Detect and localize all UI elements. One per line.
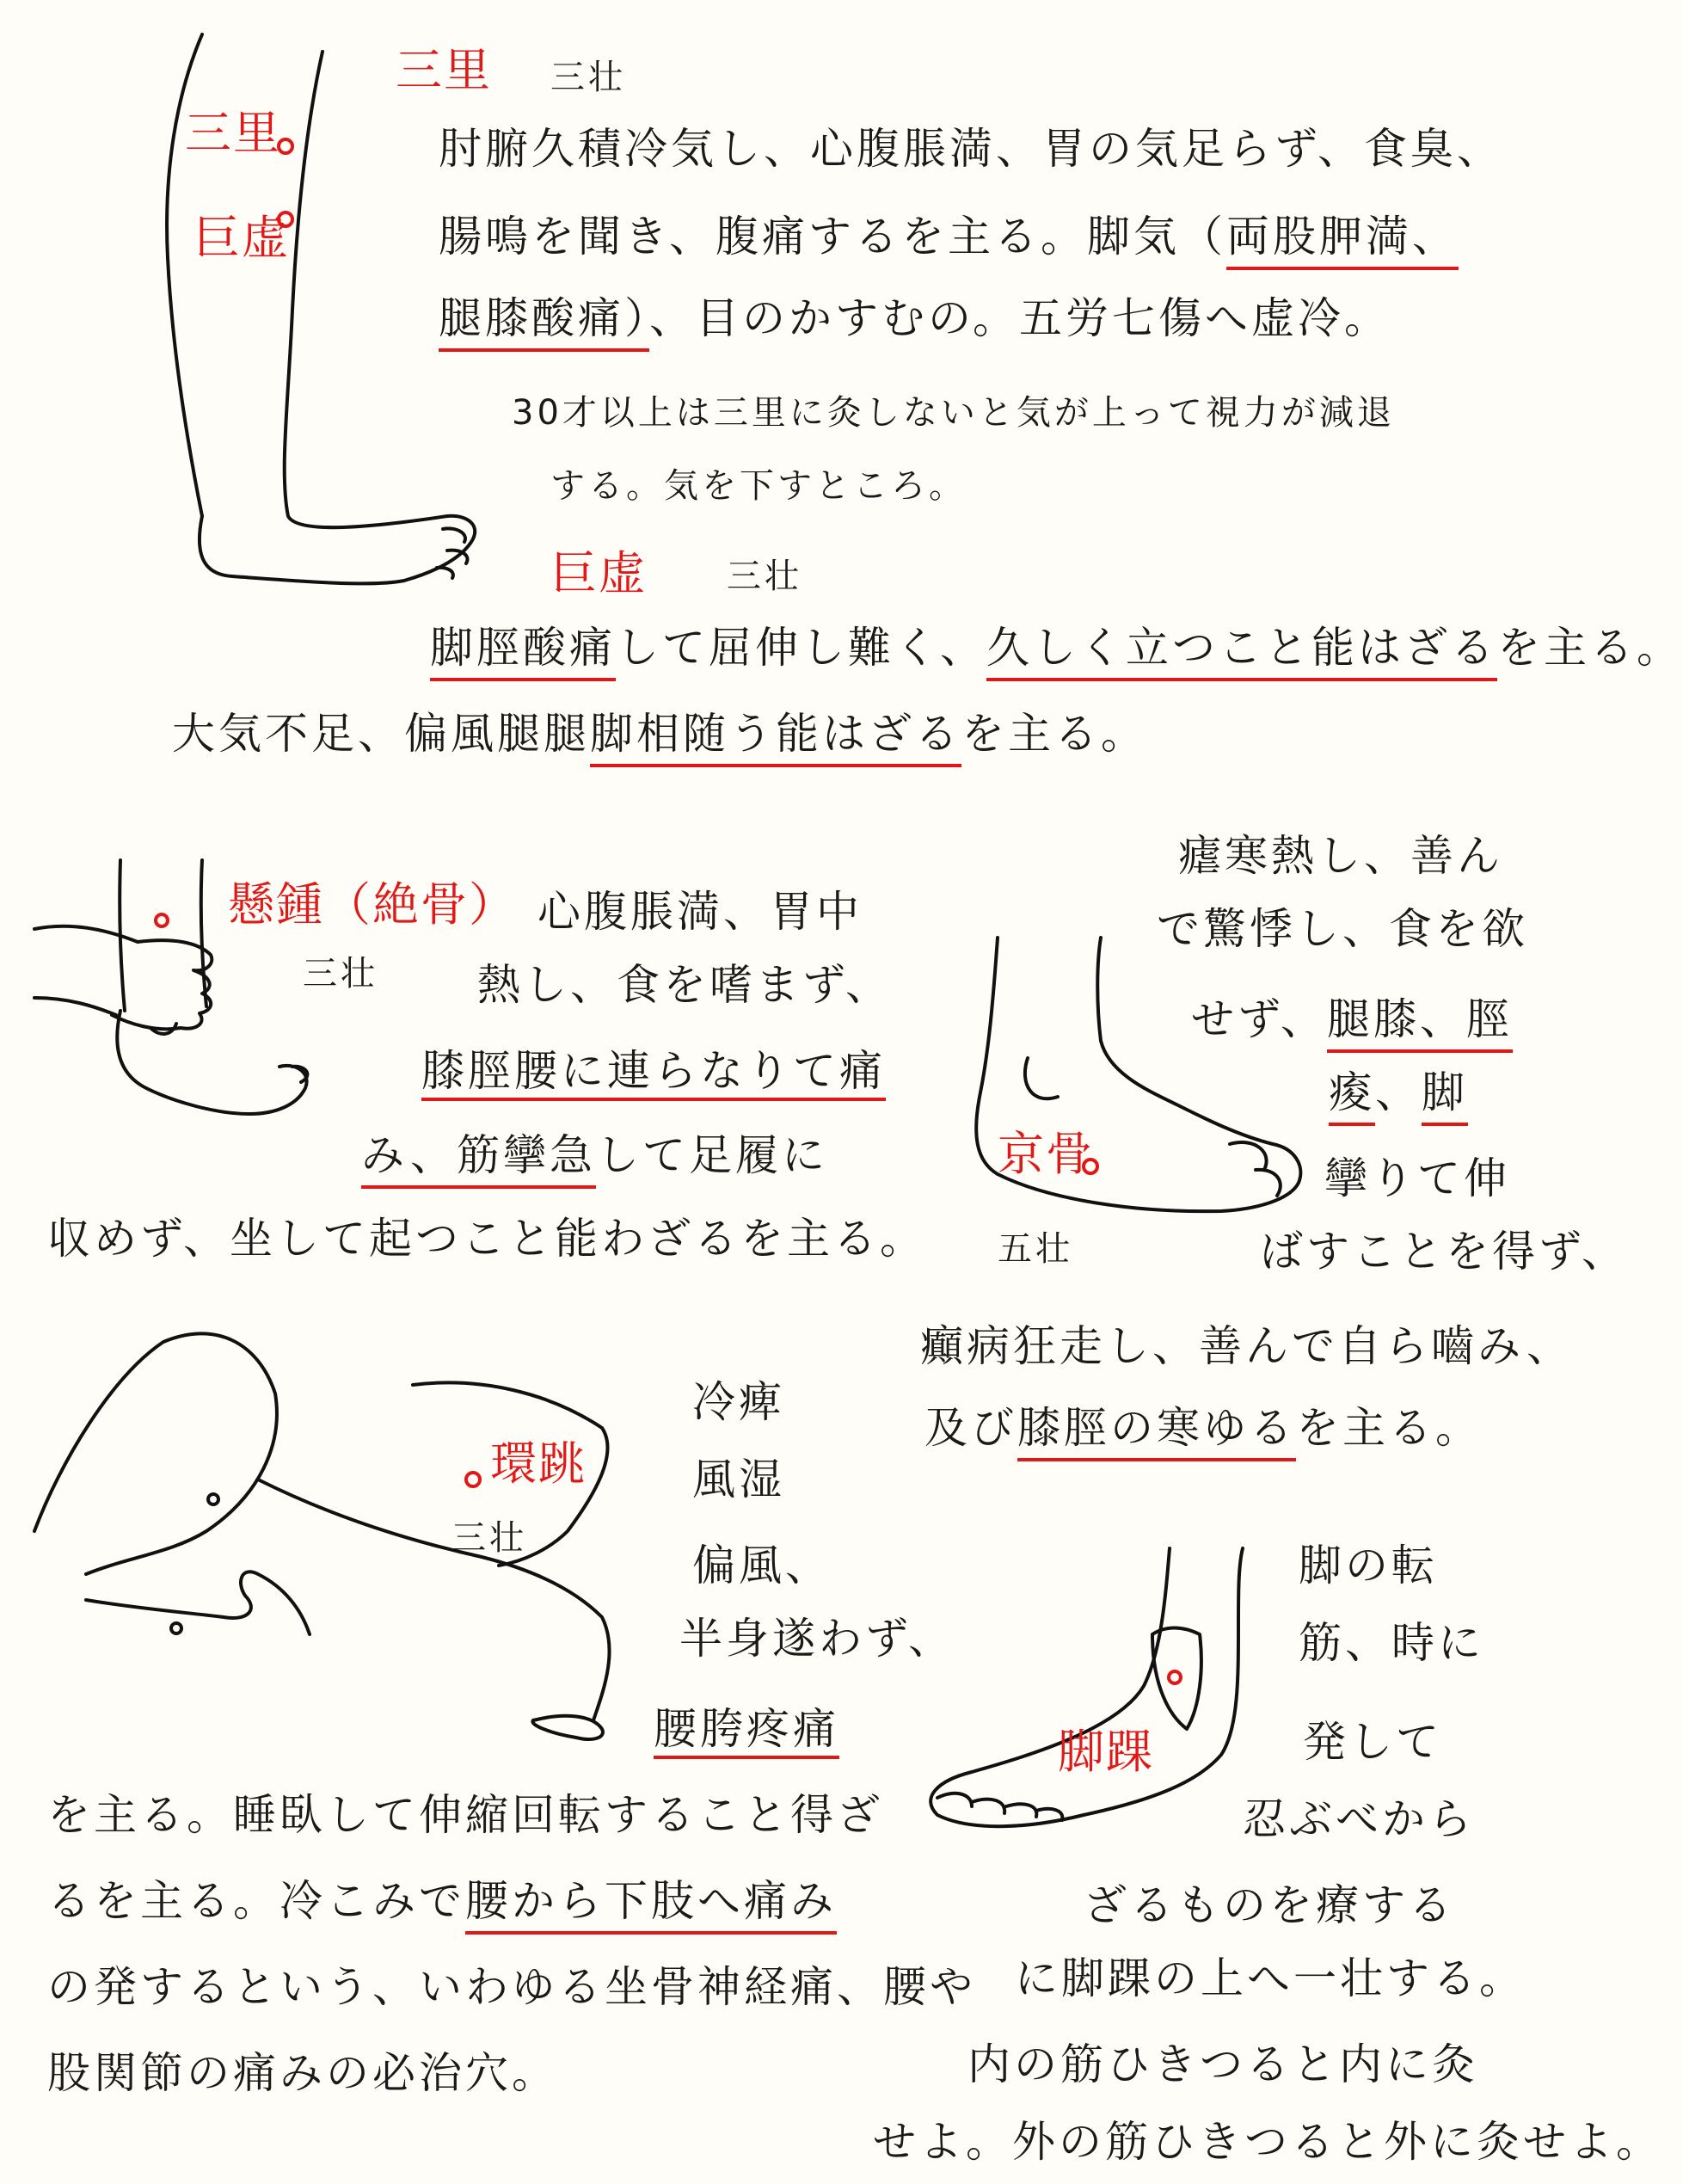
kyokyo-underline-2: 久しく立つこと能はざる: [986, 623, 1497, 681]
kyokyo-text-3: 大気不足、偏風腿腿: [172, 709, 590, 759]
kyokyo-text-4: を主る。: [961, 709, 1147, 759]
kyakka-line-3: 内の筋ひきつると内に灸: [967, 2039, 1478, 2089]
kensho-label: 懸鍾（絶骨）: [228, 877, 517, 932]
leg-label-sanri: 三里: [185, 106, 281, 160]
kyokyo-line-2: [172, 709, 1147, 759]
sanri-line-2: [439, 212, 1459, 261]
foot-top-illustration: [931, 1548, 1243, 1826]
keikotsu-line-6: ばすことを得ず、: [1260, 1227, 1628, 1277]
keikotsu-underline-1: 腿膝、: [1327, 994, 1466, 1053]
keikotsu-underline-4: 脚: [1422, 1067, 1468, 1126]
kyokyo-line-1: [430, 623, 1683, 673]
keikotsu-text-4: 、: [1375, 1067, 1422, 1117]
keikotsu-underline-2: 脛: [1466, 994, 1513, 1053]
leg-label-kyokyo: 巨虚: [193, 211, 290, 265]
kancho-side-4: 半身遂わず、: [679, 1614, 955, 1664]
sanri-underline-1: 両股胛満、: [1226, 212, 1459, 270]
kyakka-side-4: 忍ぶべから: [1243, 1794, 1475, 1844]
sanri-underline-2: 腿膝酸痛）: [439, 293, 649, 352]
sanri-line-2-text: 腸鳴を聞き、腹痛するを主る。脚気（: [439, 212, 1226, 261]
keikotsu-line-1: 瘧寒熱し、善ん: [1178, 831, 1503, 881]
kyokyo-text-2: を主る。: [1497, 623, 1683, 673]
kensho-underline-3: 筋攣急: [457, 1130, 596, 1189]
sanri-line-3: [439, 293, 1391, 343]
kensho-underline-2: み、: [361, 1130, 457, 1189]
kancho-underline-1: 腰胯疼痛: [654, 1707, 839, 1759]
keikotsu-line-8: [924, 1403, 1482, 1453]
sanri-note-2: する。気を下すところ。: [550, 466, 967, 506]
kancho-underline-2: 腰から下肢へ痛み: [465, 1876, 837, 1935]
kyokyo-underline-1: 脚脛酸痛: [430, 623, 616, 681]
keikotsu-line-7: 癲病狂走し、善んで自ら嚙み、: [920, 1321, 1573, 1371]
kancho-line-1: を主る。睡臥して伸縮回転すること得ざ: [47, 1790, 883, 1840]
kancho-side-3: 偏風、: [692, 1541, 832, 1590]
kyokyo-heading: 巨虚: [550, 546, 647, 600]
kyakka-line-4: せよ。外の筋ひきつると外に灸せよ。: [873, 2117, 1662, 2167]
keikotsu-line-2: で驚悸し、食を欲: [1157, 904, 1528, 954]
keikotsu-underline-3: 痠: [1329, 1067, 1375, 1126]
kyakka-side-1-text: 脚の転: [1299, 1541, 1438, 1590]
kancho-side-1: 冷痺: [692, 1377, 785, 1427]
keikotsu-text-8: 及び: [924, 1403, 1017, 1453]
kyakka-line-1: ざるものを療する: [1084, 1880, 1455, 1930]
kyokyo-text-1: して屈伸し難く、: [616, 623, 986, 673]
keikotsu-label: 京骨: [998, 1127, 1094, 1181]
kyakka-side-3: 発して: [1303, 1717, 1442, 1767]
keikotsu-line-3: [1191, 994, 1513, 1044]
kancho-line-3: の発するという、いわゆる坐骨神経痛、腰や: [47, 1962, 976, 2012]
keikotsu-text-3: せず、: [1191, 994, 1327, 1044]
keikotsu-line-5: 攣りて伸: [1324, 1154, 1510, 1203]
kensho-text-5: して足履に: [596, 1130, 828, 1180]
keikotsu-underline-5: 膝脛の寒ゆる: [1017, 1403, 1296, 1461]
kensho-line-5: 収めず、坐して起つこと能わざるを主る。: [47, 1214, 926, 1264]
sanri-heading: 三里: [396, 43, 492, 97]
kensho-moxa: 三壮: [303, 954, 378, 994]
kancho-moxa: 三壮: [451, 1518, 527, 1558]
kancho-text-2: るを主る。冷こみで: [47, 1876, 465, 1926]
keikotsu-moxa: 五壮: [998, 1229, 1073, 1269]
kyakka-label: 脚踝: [1058, 1725, 1154, 1779]
kyakka-side-2: 筋、時に: [1299, 1618, 1484, 1668]
kyakka-line-2: に脚踝の上へ一壮する。: [1015, 1953, 1526, 2003]
kyokyo-underline-3: 脚相随う能はざる: [590, 709, 961, 767]
sanri-line-1: 肘腑久積冷気し、心腹脹満、胃の気足らず、食臭、: [439, 124, 1503, 174]
kancho-side-2: 風湿: [692, 1455, 785, 1504]
kensho-line-1: 心腹脹満、胃中: [537, 887, 863, 937]
kensho-line-4: [361, 1130, 828, 1180]
keikotsu-text-9: を主る。: [1296, 1403, 1482, 1453]
kancho-label: 環跳: [490, 1437, 587, 1491]
kensho-line-2: 熱し、食を嗜まず、: [477, 960, 892, 1010]
keikotsu-line-4: [1329, 1067, 1468, 1117]
kancho-line-4: 股関節の痛みの必治穴。: [47, 2048, 558, 2098]
sanri-note-1: 30才以上は三里に灸しないと気が上って視力が減退: [512, 393, 1395, 433]
sanri-line-3-text: 、目のかすむの。五労七傷へ虚冷。: [649, 293, 1391, 343]
kyakka-side-1: [1299, 1541, 1438, 1590]
kensho-underline-1: 膝脛腰に連らなりて痛: [421, 1049, 886, 1101]
kyokyo-moxa: 三壮: [727, 557, 802, 596]
kancho-line-2: [47, 1876, 837, 1926]
sanri-moxa: 三壮: [550, 58, 626, 97]
